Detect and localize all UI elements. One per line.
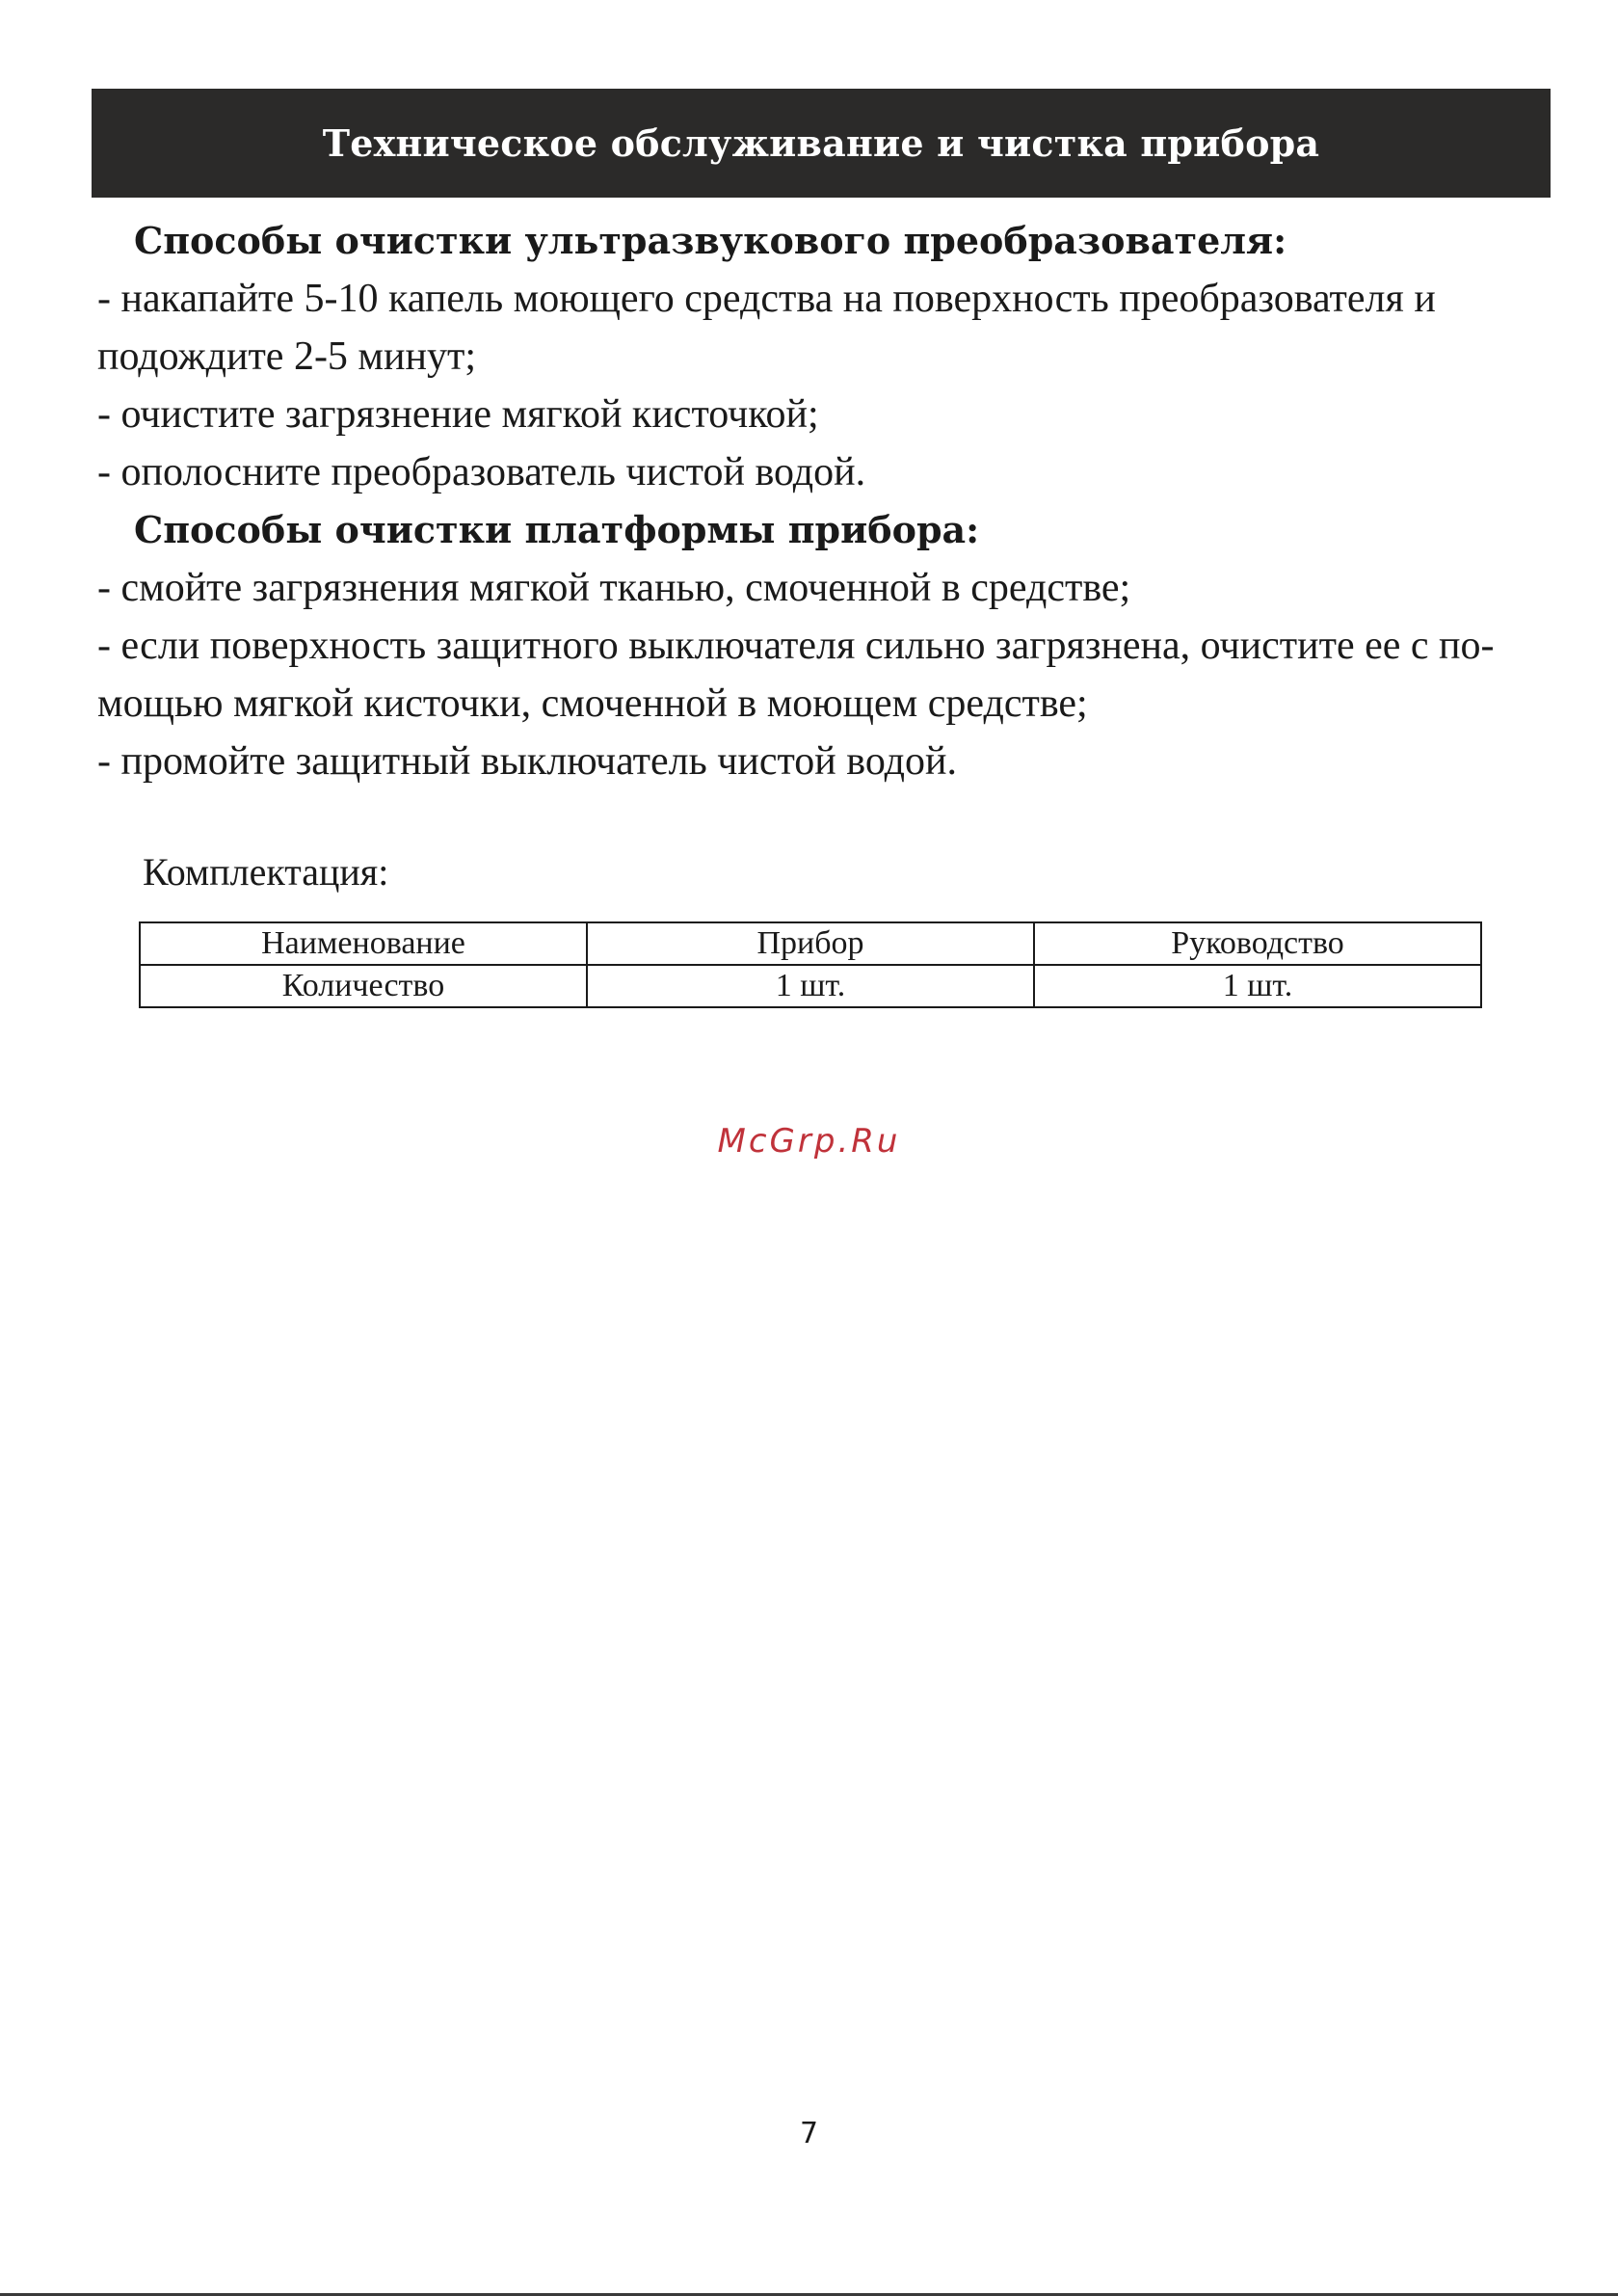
- cleaning-instructions: [97, 212, 1552, 790]
- table-cell: Руководство: [1034, 922, 1481, 965]
- instruction-line: - накапайте 5-10 капель моющего средства на поверхность преобразователя и: [97, 277, 1436, 321]
- table-cell: 1 шт.: [1034, 965, 1481, 1007]
- watermark-link[interactable]: McGrp.Ru: [717, 1122, 901, 1161]
- instruction-line: - промойте защитный выключатель чистой водой.: [97, 739, 957, 784]
- page-title: Техническое обслуживание и чистка прибора: [322, 121, 1320, 165]
- section-heading-transducer: Способы очистки ультразвукового преобразователя:: [134, 219, 1287, 262]
- page-number: 7: [799, 2117, 819, 2150]
- instruction-line: подождите 2-5 минут;: [97, 334, 476, 379]
- kit-label: Комплектация:: [143, 850, 389, 894]
- table-cell: 1 шт.: [587, 965, 1034, 1007]
- section-header-bar: [92, 89, 1551, 198]
- instruction-line: - смойте загрязнения мягкой тканью, смоченной в средстве;: [97, 566, 1131, 610]
- table-row: [140, 922, 1481, 965]
- table-cell: Прибор: [587, 922, 1034, 965]
- instruction-line: - ополосните преобразователь чистой водой.: [97, 450, 866, 494]
- kit-table: [139, 921, 1482, 1008]
- table-cell: Наименование: [140, 922, 587, 965]
- instruction-line: мощью мягкой кисточки, смоченной в моющем средстве;: [97, 681, 1088, 726]
- instruction-line: - очистите загрязнение мягкой кисточкой;: [97, 392, 819, 437]
- instruction-line: - если поверхность защитного выключателя сильно загрязнена, очистите ее с по-: [97, 624, 1495, 668]
- table-cell: Количество: [140, 965, 587, 1007]
- table-row: [140, 965, 1481, 1007]
- section-heading-platform: Способы очистки платформы прибора:: [134, 508, 980, 551]
